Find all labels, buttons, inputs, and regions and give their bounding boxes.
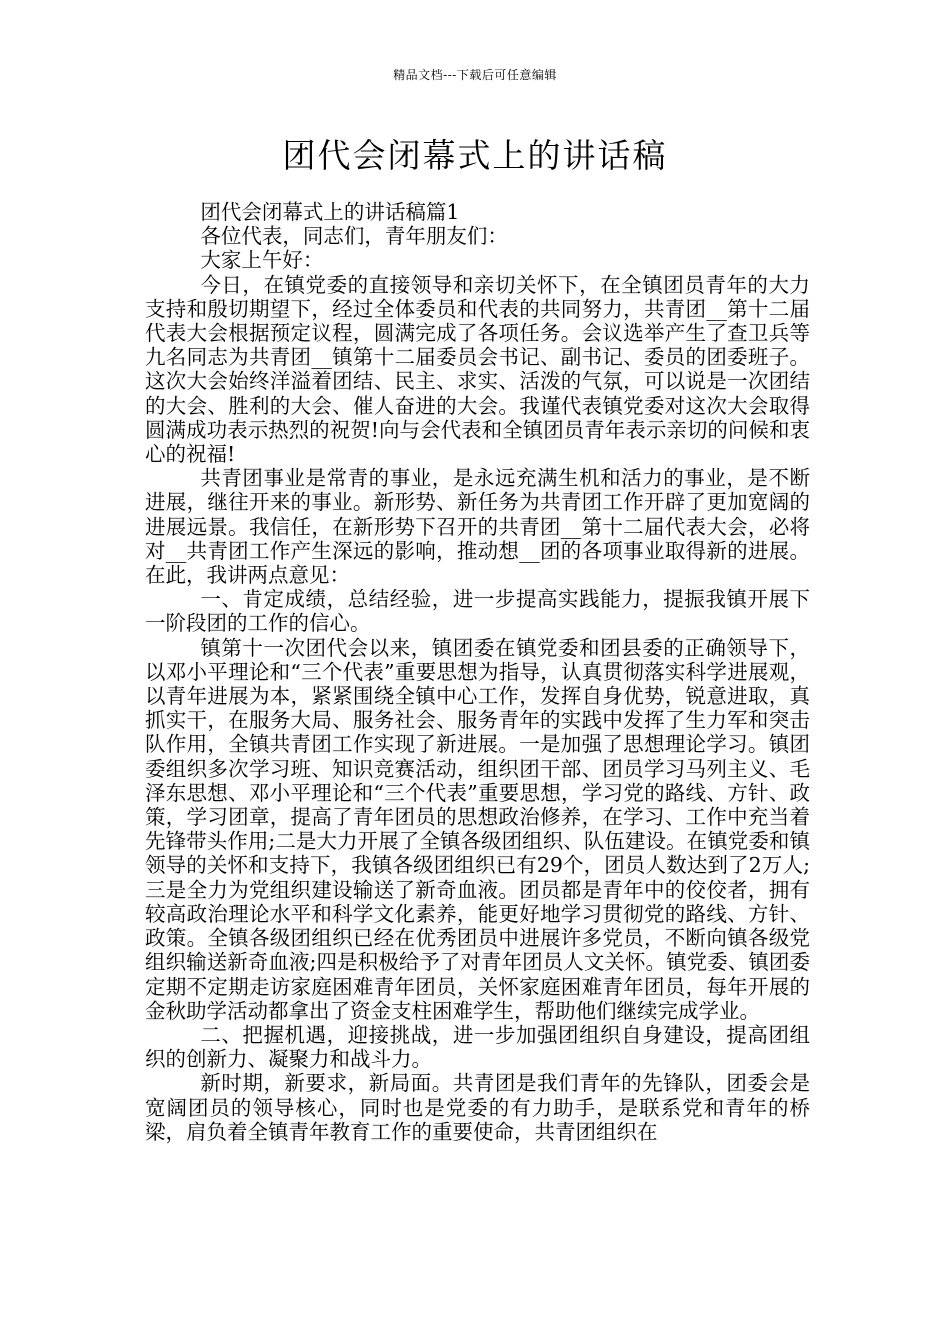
document-title: 团代会闭幕式上的讲话稿 — [282, 136, 668, 175]
document-body — [145, 200, 810, 1144]
paragraph: 共青团事业是常青的事业，是永远充满生机和活力的事业，是不断进展，继往开来的事业。新形势、新任务为共青团工作开辟了更加宽阔的进展远景。我信任，在新形势下召开的共青团__第十二届代表大会，必将对__共青团工作产生深远的影响，推动想__团的各项事业取得新的进展。在此，我讲两点意见： — [145, 466, 810, 588]
salutation: 各位代表，同志们，青年朋友们： — [200, 224, 508, 249]
paragraph: 新时期，新要求，新局面。共青团是我们青年的先锋队，团委会是宽阔团员的领导核心，同时也是党委的有力助手，是联系党和青年的桥梁，肩负着全镇青年教育工作的重要使命，共青团组织在 — [145, 1071, 810, 1144]
point-heading: 一、肯定成绩，总结经验，进一步提高实践能力，提振我镇开展下一阶段团的工作的信心。 — [145, 587, 810, 636]
section-heading: 团代会闭幕式上的讲话稿篇1 — [200, 200, 460, 224]
greeting: 大家上午好： — [200, 248, 324, 273]
header-note: 精品文档---下载后可任意编辑 — [393, 68, 557, 82]
paragraph: 镇第十一次团代会以来，镇团委在镇党委和团县委的正确领导下，以邓小平理论和“三个代表”重要思想为指导，认真贯彻落实科学进展观，以青年进展为本，紧紧围绕全镇中心工作，发挥自身优势，锐意进取，真抓实干，在服务大局、服务社会、服务青年的实践中发挥了生力军和突击队作用，全镇共青团工作实现了新进展。一是加强了思想理论学习。镇团委组织多次学习班、知识竞赛活动，组织团干部、团员学习马列主义、毛泽东思想、邓小平理论和“三个代表”重要思想，学习党的路线、方针、政策，学习团章，提高了青年团员的思想政治修养，在学习、工作中充当着先锋带头作用;二是大力开展了全镇各级团组织、队伍建设。在镇党委和镇领导的关怀和支持下，我镇各级团组织已有29个，团员人数达到了2万人;三是全力为党组织建设输送了新奇血液。团员都是青年中的佼佼者，拥有较高政治理论水平和科学文化素养，能更好地学习贯彻党的路线、方针、政策。全镇各级团组织已经在优秀团员中进展许多党员，不断向镇各级党组织输送新奇血液;四是积极给予了对青年团员人文关怀。镇党委、镇团委定期不定期走访家庭困难青年团员，关怀家庭困难青年团员，每年开展的金秋助学活动都拿出了资金支柱困难学生，帮助他们继续完成学业。 — [145, 635, 810, 1023]
point-heading: 二、把握机遇，迎接挑战，进一步加强团组织自身建设，提高团组织的创新力、凝聚力和战斗力。 — [145, 1022, 810, 1072]
paragraph: 今日，在镇党委的直接领导和亲切关怀下，在全镇团员青年的大力支持和殷切期望下，经过全体委员和代表的共同努力，共青团__第十二届代表大会根据预定议程，圆满完成了各项任务。会议选举产生了查卫兵等九名同志为共青团__镇第十二届委员会书记、副书记、委员的团委班子。这次大会始终洋溢着团结、民主、求实、活泼的气氛，可以说是一次团结的大会、胜利的大会、催人奋进的大会。我谨代表镇党委对这次大会取得圆满成功表示热烈的祝贺!向与会代表和全镇团员青年表示亲切的问候和衷心的祝福! — [145, 272, 810, 467]
